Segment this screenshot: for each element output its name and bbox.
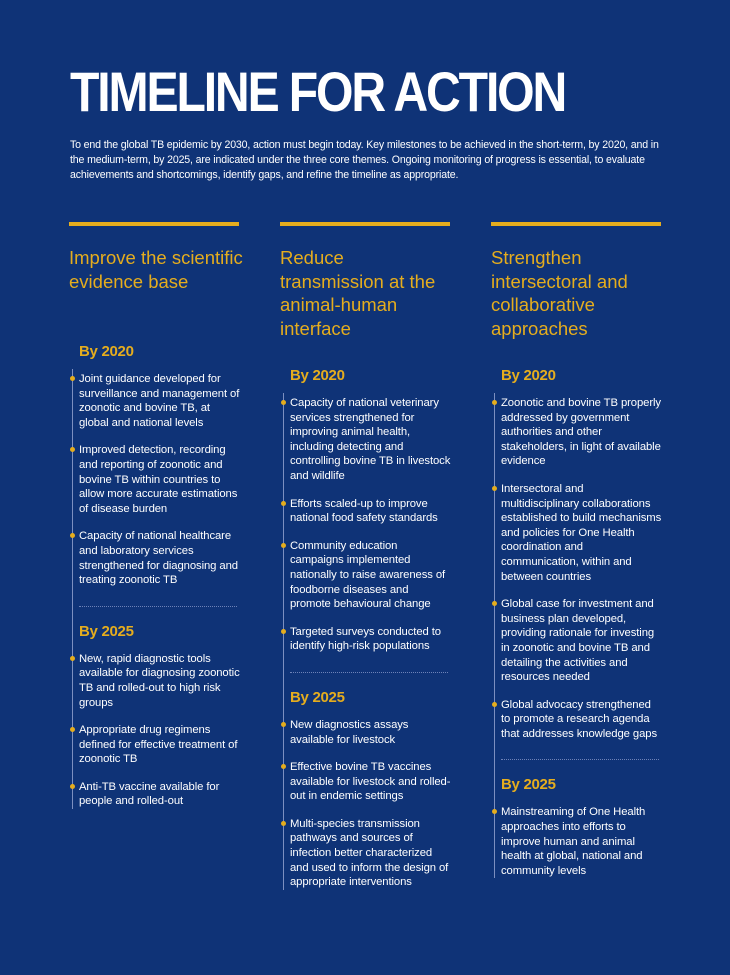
intro-paragraph: To end the global TB epidemic by 2030, action must begin today. Key milestones to be achieved in the short-term, by 2020, and in the medium-term, by 2025, are indicated under the three core themes. Ongoing monitoring of progress is essential, to evaluate achievements and shortcomings, identify gaps, and refine the timeline as appropriate.	[70, 139, 659, 181]
dotted-divider	[501, 759, 659, 760]
milestone-item: Zoonotic and bovine TB properly addressed by government authorities and other stakeholders, in light of available evidence	[501, 396, 663, 469]
milestone-item: Capacity of national veterinary services strengthened for improving animal health, including detecting and controlling bovine TB in livestock and wildlife	[290, 396, 452, 484]
bullet-dot	[281, 821, 286, 826]
bullet-dot	[281, 722, 286, 727]
timeline-line	[494, 393, 495, 878]
milestones	[69, 343, 241, 809]
milestone-item: Multi-species transmission pathways and sources of infection better characterized and used to inform the design of appropriate interventions	[290, 817, 452, 890]
bullet-dot	[281, 764, 286, 769]
bullet-dot	[492, 702, 497, 707]
bullet-dot	[70, 727, 75, 732]
milestone-item: Joint guidance developed for surveillance and management of zoonotic and bovine TB, at global and national levels	[79, 372, 241, 430]
milestone-item: Capacity of national healthcare and laboratory services strengthened for diagnosing and treating zoonotic TB	[79, 529, 241, 587]
theme-heading: Reduce transmission at the animal-human interface	[280, 247, 436, 339]
column-top-bar	[69, 222, 239, 226]
milestone-year-2020: By 2020	[290, 367, 345, 384]
column-evidence	[69, 222, 241, 822]
milestone-year-2020: By 2020	[79, 343, 134, 360]
milestone-year-2025: By 2025	[290, 688, 345, 706]
bullet-dot	[70, 784, 75, 789]
bullet-dot	[281, 400, 286, 405]
milestone-item: Community education campaigns implemented nationally to raise awareness of foodborne diseases and promote behavioural change	[290, 539, 452, 612]
milestone-year-2025: By 2025	[501, 776, 556, 794]
timeline-line	[283, 393, 284, 890]
milestone-item: Global case for investment and business plan developed, providing rationale for investing in zoonotic and bovine TB and detailing the activities and resources needed	[501, 597, 663, 685]
dotted-divider	[290, 672, 448, 673]
milestone-item: Effective bovine TB vaccines available for livestock and rolled-out in endemic settings	[290, 760, 452, 804]
theme-heading: Strengthen intersectoral and collaborative approaches	[491, 247, 628, 339]
milestones	[280, 367, 452, 890]
column-transmission	[280, 222, 452, 903]
milestone-item: Global advocacy strengthened to promote a research agenda that addresses knowledge gaps	[501, 698, 663, 742]
bullet-dot	[492, 486, 497, 491]
bullet-dot	[492, 400, 497, 405]
milestone-item: New diagnostics assays available for livestock	[290, 718, 452, 747]
timeline-line	[72, 369, 73, 809]
bullet-dot	[281, 629, 286, 634]
milestone-item: Improved detection, recording and reporting of zoonotic and bovine TB within countries to allow more accurate estimations of disease burden	[79, 443, 241, 516]
bullet-dot	[492, 809, 497, 814]
bullet-dot	[492, 601, 497, 606]
bullet-dot	[70, 447, 75, 452]
column-top-bar	[280, 222, 450, 226]
milestone-item: Anti-TB vaccine available for people and rolled-out	[79, 780, 241, 809]
milestones	[491, 367, 663, 878]
theme-heading: Improve the scientific evidence base	[69, 247, 243, 292]
column-top-bar	[491, 222, 661, 226]
bullet-dot	[70, 376, 75, 381]
milestone-year-2025: By 2025	[79, 622, 134, 640]
bullet-dot	[281, 501, 286, 506]
milestone-item: New, rapid diagnostic tools available for diagnosing zoonotic TB and rolled-out to high risk groups	[79, 652, 241, 710]
milestone-item: Targeted surveys conducted to identify high-risk populations	[290, 625, 452, 654]
milestone-item: Intersectoral and multidisciplinary collaborations established to build mechanisms and policies for One Health coordination and communication, within and between countries	[501, 482, 663, 584]
page-title: TIMELINE FOR ACTION	[70, 60, 566, 123]
milestone-item: Efforts scaled-up to improve national food safety standards	[290, 497, 452, 526]
milestone-year-2020: By 2020	[501, 367, 556, 384]
dotted-divider	[79, 606, 237, 607]
bullet-dot	[70, 533, 75, 538]
bullet-dot	[70, 656, 75, 661]
column-intersectoral	[491, 222, 663, 891]
bullet-dot	[281, 543, 286, 548]
milestone-item: Mainstreaming of One Health approaches into efforts to improve human and animal health at global, national and community levels	[501, 805, 663, 878]
milestone-item: Appropriate drug regimens defined for effective treatment of zoonotic TB	[79, 723, 241, 767]
